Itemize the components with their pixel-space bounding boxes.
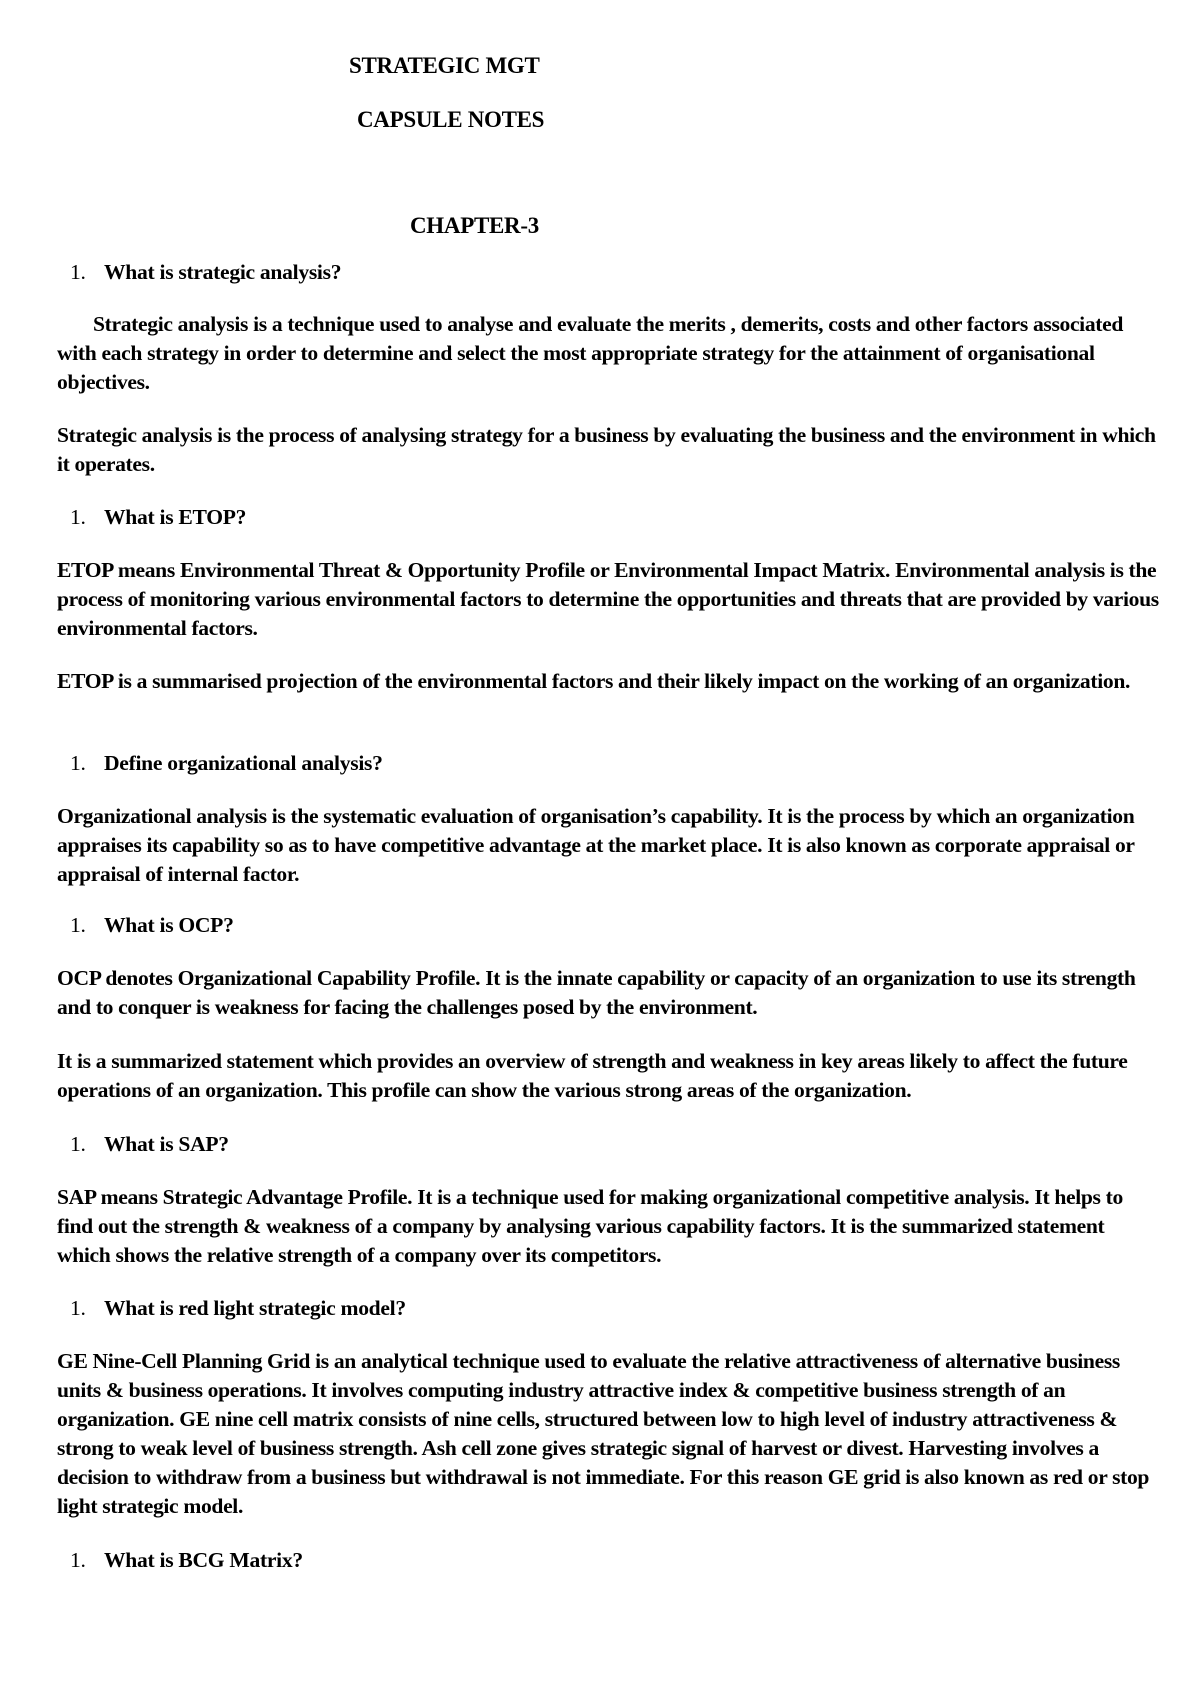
document-subtitle: CAPSULE NOTES [357, 107, 545, 132]
question-number: 1. [70, 1132, 86, 1156]
answer-paragraph: Strategic analysis is the process of analysing strategy for a business by evaluating the business and the environment in which it operates. [57, 423, 1156, 476]
question-number: 1. [70, 1296, 86, 1320]
question-heading [70, 1294, 406, 1323]
answer-paragraph: OCP denotes Organizational Capability Profile. It is the innate capability or capacity of an organization to use its strength and to conquer is weakness for facing the challenges posed by the environment. [57, 966, 1136, 1019]
question-heading [70, 503, 246, 532]
question-text: What is strategic analysis? [104, 260, 342, 284]
answer-paragraph: GE Nine-Cell Planning Grid is an analytical technique used to evaluate the relative attractiveness of alternative business units & business operations. It involves computing industry attractive index & competitive business strength of an organization. GE nine cell matrix consists of nine cells, structured between low to high level of industry attractiveness & strong to weak level of business strength. Ash cell zone gives strategic signal of harvest or divest. Harvesting involves a decision to withdraw from a business but withdrawal is not immediate. For this reason GE grid is also known as red or stop light strategic model. [57, 1349, 1150, 1518]
answer-paragraph: Organizational analysis is the systematic evaluation of organisation’s capability. It is the process by which an organization appraises its capability so as to have competitive advantage at the market place. It is also known as corporate appraisal or appraisal of internal factor. [57, 804, 1135, 886]
chapter-heading: CHAPTER-3 [410, 213, 539, 238]
document-subject: STRATEGIC MGT [349, 53, 540, 78]
question-heading [70, 1130, 229, 1159]
answer-paragraph: ETOP means Environmental Threat & Opportunity Profile or Environmental Impact Matrix. Environmental analysis is the process of monitoring various environmental factors to determine the opportunities and threats that are provided by various environmental factors. [57, 558, 1159, 640]
question-number: 1. [70, 505, 86, 529]
question-text: Define organizational analysis? [104, 751, 383, 775]
question-number: 1. [70, 1548, 86, 1572]
question-heading [70, 749, 383, 778]
question-number: 1. [70, 913, 86, 937]
question-number: 1. [70, 751, 86, 775]
answer-paragraph: It is a summarized statement which provides an overview of strength and weakness in key areas likely to affect the future operations of an organization. This profile can show the various strong areas of the organization. [57, 1049, 1128, 1102]
question-text: What is OCP? [104, 913, 234, 937]
question-heading [70, 258, 341, 287]
question-text: What is SAP? [104, 1132, 229, 1156]
question-text: What is red light strategic model? [104, 1296, 406, 1320]
answer-paragraph: ETOP is a summarised projection of the environmental factors and their likely impact on the working of an organization. [57, 669, 1131, 693]
answer-paragraph: SAP means Strategic Advantage Profile. It is a technique used for making organizational competitive analysis. It helps to find out the strength & weakness of a company by analysing various capability factors. It is the summarized statement which shows the relative strength of a company over its competitors. [57, 1185, 1123, 1267]
answer-paragraph: Strategic analysis is a technique used to analyse and evaluate the merits , demerits, costs and other factors associated with each strategy in order to determine and select the most appropriate strategy for the attainment of organisational objectives. [57, 312, 1124, 394]
question-heading [70, 1546, 303, 1575]
question-text: What is BCG Matrix? [104, 1548, 303, 1572]
question-text: What is ETOP? [104, 505, 247, 529]
question-number: 1. [70, 260, 86, 284]
question-heading [70, 911, 234, 940]
